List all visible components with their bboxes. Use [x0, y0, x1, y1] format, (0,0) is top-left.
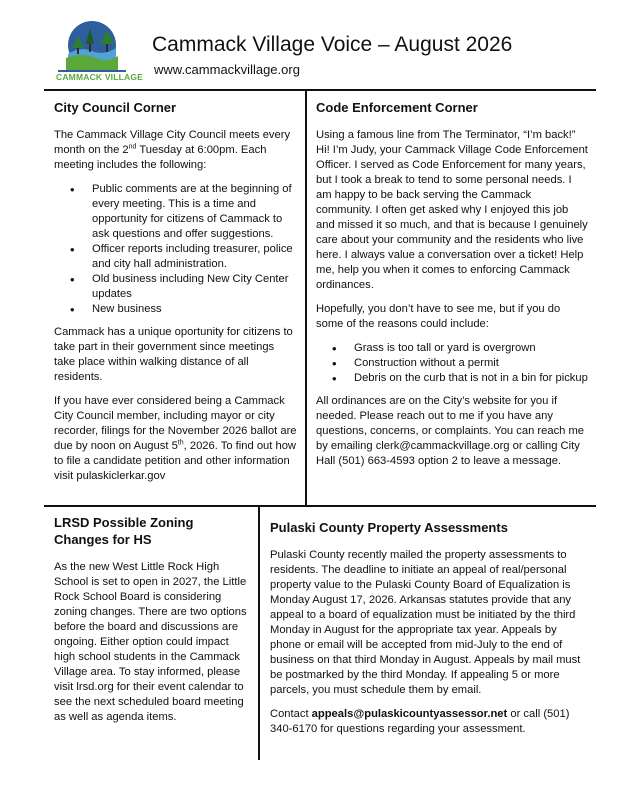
meeting-agenda-list	[54, 182, 298, 317]
code-enforcement-contact: All ordinances are on the City’s website for you if needed. Please reach out to me if you have any questions, concerns, or complaints. You can reach me by emailing clerk@cammackvillage.org or calling City Hall (501) 663-4593 option 2 to leave a message.	[316, 395, 585, 467]
code-enforcement-section	[316, 99, 590, 478]
city-council-section	[54, 99, 298, 493]
header-divider	[44, 89, 596, 91]
code-enforcement-intro: Using a famous line from The Terminator, “I’m back!” Hi! I’m Judy, your Cammack Village Code Enforcement Officer. I served as Code Enforcement for many years, but I took a break to tend to some personal needs. I am happy to be back serving the Cammack community. I often get asked why I enjoyed this job and missed it so much, and that is because I genuinely care about your community and the residents who live here. I always value a conversation over a ticket! Help me, help you when it comes to enforcing Cammack ordinances.	[316, 129, 588, 291]
lrsd-section	[54, 514, 250, 734]
list-item: • New business	[54, 302, 298, 317]
pulaski-contact: Contact appeals@pulaskicountyassessor.net or call (501) 340-6170 for questions regarding your assessment.	[270, 708, 570, 735]
appeals-email-link[interactable]: appeals@pulaskicountyassessor.net	[311, 708, 508, 720]
code-enforcement-heading: Code Enforcement Corner	[316, 100, 478, 115]
list-item: • Grass is too tall or yard is overgrown	[316, 341, 590, 356]
violation-reasons-list	[316, 341, 590, 386]
list-item: • Officer reports including treasurer, police and city hall administration.	[54, 242, 298, 272]
list-item: • Old business including New City Center updates	[54, 272, 298, 302]
code-enforcement-reasons-intro: Hopefully, you don’t have to see me, but if you do some of the reasons could include:	[316, 303, 561, 330]
city-council-paragraph: Cammack has a unique oportunity for citizens to take part in their government since meetings take place within walking distance of all residents.	[54, 326, 293, 383]
list-item: • Debris on the curb that is not in a bin for pickup	[316, 371, 590, 386]
list-item: • Construction without a permit	[316, 356, 590, 371]
website-link[interactable]: www.cammackvillage.org	[154, 62, 300, 77]
city-council-heading: City Council Corner	[54, 100, 177, 115]
pulaski-heading: Pulaski County Property Assessments	[270, 520, 508, 535]
top-column-divider	[305, 90, 307, 506]
lrsd-heading: LRSD Possible Zoning Changes for HS	[54, 515, 194, 547]
pulaski-paragraph: Pulaski County recently mailed the property assessments to residents. The deadline to initiate an appeal of real/personal property value to the Pulaski County Board of Equalization is Monday August 17, 2026. Arkansas statutes provide that any appeal to a board of equalization must be initiated by the third Monday in August for the appropriate tax year. Appeals by phone or email will be accepted from mid-July to the end of business on that third Monday in August. Appeals by mail must be postmarked by the third Monday. If appealing 5 or more parcels, you must schedule them by email.	[270, 549, 581, 696]
city-council-filing-paragraph: If you have ever considered being a Cammack City Council member, including mayor or city recorder, filings for the November 2026 ballot are due by noon on August 5th, 2026. To find out how to file a candidate petition and other information visit pulaskiclerkar.gov	[54, 395, 297, 482]
lrsd-paragraph: As the new West Little Rock High School is set to open in 2027, the Little Rock School Board is considering zoning changes. There are two options before the board and discussions are ongoing. Either option could impact high school students in the Cammack Village area. To stay informed, please visit lrsd.org for their event calendar to see the next scheduled board meeting as well as agenda items.	[54, 561, 247, 723]
newsletter-header	[0, 0, 641, 90]
list-item: • Public comments are at the beginning of every meeting. This is a time and opportunity for citizens of Cammack to ask questions and offer suggestions.	[54, 182, 298, 242]
logo-wordmark: CAMMACK VILLAGE	[56, 72, 144, 82]
pulaski-section	[270, 519, 590, 746]
city-council-intro: The Cammack Village City Council meets every month on the 2nd Tuesday at 6:00pm. Each meeting includes the following:	[54, 129, 291, 171]
bottom-column-divider	[258, 506, 260, 760]
middle-divider	[44, 505, 596, 507]
newsletter-title: Cammack Village Voice – August 2026	[152, 33, 513, 56]
